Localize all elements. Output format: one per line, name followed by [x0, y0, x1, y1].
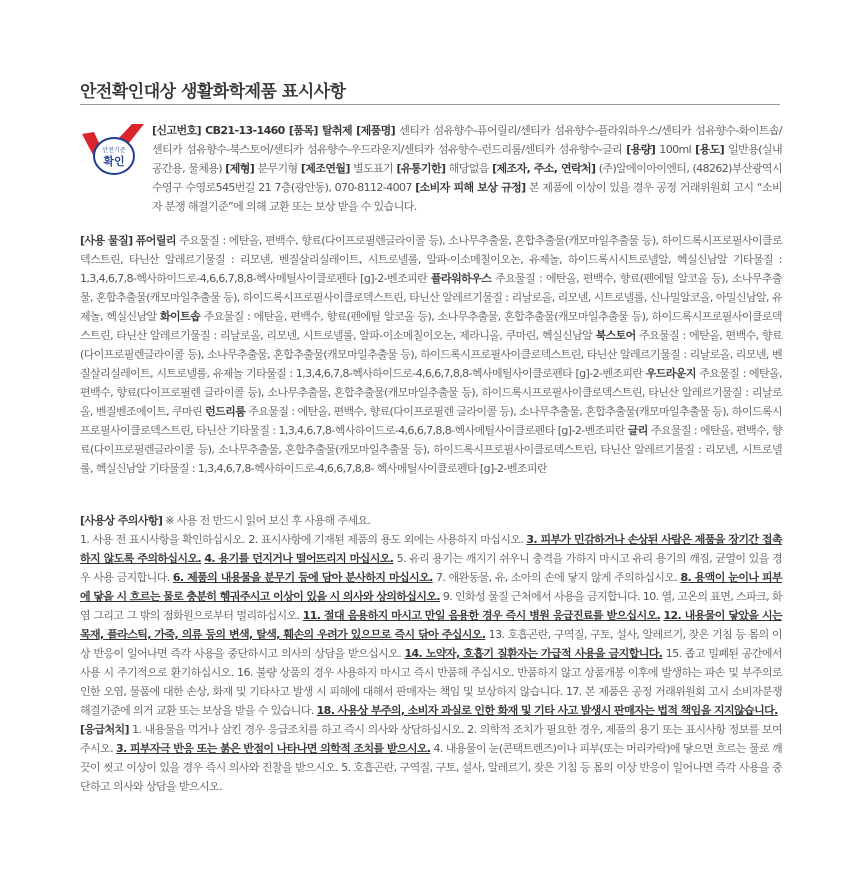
use-value: 일반용(실내공간용, 물체용) [152, 143, 782, 175]
mfg-value: 별도표기 [353, 162, 394, 175]
caution-emphasis: 18. 사용상 부주의, 소비자 과실로 인한 화재 및 기타 사고 발생시 판매자는 법적 책임을 지지않습니다. [316, 704, 778, 717]
first-aid-text: 1. 내용물을 먹거나 삼킨 경우 응급조치를 하고 즉시 의사와 상담하십시오. 2. 의학적 조치가 필요한 경우, 제품의 용기 또는 표시사항 정보를 보여주시오. [80, 723, 782, 755]
use-label: [용도] [695, 143, 725, 156]
page-title: 안전확인대상 생활화학제품 표시사항 [80, 82, 346, 102]
report-no: CB21-13-1460 [205, 124, 285, 137]
material-text: 주요물질 : 에탄올, 편백수, 향료(다이프로필렌글라이콜 등), 소나무추출물, 혼합추출물(캐모마일추출물 등), 하이드록시프로필사이클로덱스트린, 타닌산 알레르기물질 : 리날로올, 리모넨, 벤질살리실레이트, 시트로넬롤, 유제놀 기타물질 : 1,3,4,6,7,8-헥사하이드로-4,6,6,7,8,8-헥사메틸사이클로펜타 [g]-2-벤조피란 [80, 329, 782, 380]
material-name: 플라워하우스 [431, 272, 492, 285]
report-no-label: [신고번호] [152, 124, 201, 137]
caution-heading [80, 511, 782, 530]
material-text: 주요물질 : 에탄올, 편백수, 향료(다이프로필렌글라이콜 등), 소나무추출물, 혼합추출물(캐모마일추출물 등), 하이드록시프로필사이클로덱스트린, 타닌산 알레르기물질 : 리모넨, 시트로넬롤, 헥실신남알 기타물질 : 1,3,4,6,7,8-헥사하이드로-4,6,6,7,8,8- 헥사메틸사이클로펜타 [g]-2-벤조피란 [80, 424, 782, 475]
maker-value: (주)알에이아이엔티, (48262)부산광역시 수영구 수영로545번길 21 7층(광안동), 070-8112-4007 [152, 162, 782, 194]
form-label: [제형] [225, 162, 255, 175]
caution-label: [사용상 주의사항] [80, 514, 163, 527]
compensation-label: [소비자 피해 보상 규정] [415, 181, 526, 194]
material-text: 주요물질 : 에탄올, 편백수, 향료(펜에틸 알코올 등), 소나무추출물, 혼합추출물(캐모마일추출물 등), 하이드록시프로필사이클로덱스트린, 타닌산 알레르기물질 : 리날로올, 리모넨, 시트로넬롤, 알파-이소메칠이오논, 제라니올, 쿠마린, 헥실신남알 [80, 310, 782, 342]
item-value: 탈취제 [321, 124, 353, 137]
compensation-value: 본 제품에 이상이 있을 경우 공정 거래위원회 고시 “소비자 분쟁 해결기준”에 의해 교환 또는 보상 받을 수 있습니다. [152, 181, 782, 213]
product-info-block [80, 121, 782, 216]
caution-emphasis: 14. 노약자, 호흡기 질환자는 가급적 사용을 금지합니다. [404, 647, 663, 660]
caution-emphasis: 12. 내용물이 닿았을 시는 목재, 플라스틱, 가죽, 의류 등의 변색, 탈색, 훼손의 우려가 있으므로 즉시 닦아 주십시오. [80, 609, 782, 641]
expiry-value: 해당없음 [448, 162, 489, 175]
materials-section [80, 231, 782, 478]
caution-emphasis: 11. 절대 음용하지 마시고 만일 음용한 경우 즉시 병원 응급진료를 받으십시오. [302, 609, 661, 622]
material-name: 북스토어 [595, 329, 636, 342]
title-divider [80, 104, 780, 105]
expiry-label: [유통기한] [396, 162, 446, 175]
material-text: 주요물질 : 에탄올, 편백수, 향료(다이프로필렌 글라이콜 등), 소나무추출물, 혼합추출물(캐모마일추출물 등), 하이드록시프로필사이클로덱스트린, 타닌산 기타물질 : 1,3,4,6,7,8-헥사하이드로-4,6,6,7,8,8-헥사메틸사이클로펜타 [g]-2-벤조피란 [80, 405, 782, 437]
caution-text: 1. 사용 전 표시사항을 확인하십시오. 2. 표시사항에 기재된 제품의 용도 외에는 사용하지 마십시오. [80, 533, 524, 546]
material-text: 주요물질 : 에탄올, 편백수, 향료(다이프로필렌글라이콜 등), 소나무추출물, 혼합추출물(캐모마일추출물 등), 하이드록시프로필사이클로덱스트린, 타닌산 알레르기물질 : 리모넨, 벤질살리실레이트, 시트로넬롤, 알파-이소메칠이오논, 유제놀, 하이드록시시트로넬알, 헥실신남알 기타물질 : 1,3,4,6,7,8-헥사하이드로-4,6,6,7,8,8-헥사메틸사이클로펜타 [g]-2-벤조피란 [80, 234, 782, 285]
maker-label: [제조자, 주소, 연락처] [492, 162, 596, 175]
material-name: 화이트솝 [160, 310, 201, 323]
material-name: 우드라운지 [645, 367, 696, 380]
material-name: 퓨어릴리 [135, 234, 176, 247]
product-name: 센티카 섬유향수-퓨어릴리/센티카 섬유향수-플라워하우스/센티카 섬유향수-화이트솝/센티카 섬유향수-북스토어/센티카 섬유향수-우드라운지/센티카 섬유향수-런드리룸/센티카 섬유향수-글리 [152, 124, 782, 156]
form-value: 분무기형 [257, 162, 298, 175]
material-name: 글리 [627, 424, 648, 437]
caution-text: 13. 호흡곤란, 구역질, 구토, 설사, 알레르기, 잦은 기침 등 몸의 이상 반응이 일어나면 즉각 사용을 중단하시고 의사의 상담을 받으십시오. [80, 628, 782, 660]
caution-text: 5. 유리 용기는 깨지기 쉬우니 충격을 가하지 마시고 유리 용기의 깨짐, 균열이 있을 경우 사용 금지합니다. [80, 552, 783, 584]
caution-note: ※ 사용 전 반드시 읽어 보신 후 사용해 주세요. [165, 514, 371, 527]
material-text: 주요물질 : 에탄올, 편백수, 향료(펜에틸 알코올 등), 소나무추출물, 혼합추출물(캐모마일추출물 등), 하이드록시프로필사이클로덱스트린, 타닌산 알레르기물질 : 리날로올, 리모넨, 시트로넬롤, 신나밀알코올, 아밀신남알, 유제놀, 헥실신남알 [80, 272, 782, 323]
caution-text: 15. 좁고 밀폐된 공간에서 사용 시 주기적으로 환기하십시오. 16. 불량 상품의 경우 사용하지 마시고 즉시 반품해 주십시오. 반품하지 않고 상품개봉 이후에 발생하는 파손 및 부주의로 인한 오염, 물품에 대한 손상, 화재 및 기타사고 발생 시 피해에 대해서 판매자는 책임 및 보상하지 않습니다. 17. 본 제품은 공정 거래위원회 고시 소비자분쟁 해결기준에 의거 교환 또는 보상을 받을 수 있습니다. [80, 647, 782, 717]
volume-label: [용량] [626, 143, 656, 156]
first-aid-emphasis: 3. 피부자극 반응 또는 붉은 반점이 나타나면 의학적 조치를 받으시오. [115, 742, 431, 755]
caution-emphasis: 6. 제품의 내용물을 분무기 등에 담아 분사하지 마십시오. [172, 571, 433, 584]
first-aid-text: 4. 내용물이 눈(콘택트렌즈)이나 피부(또는 머리카락)에 닿으면 흐르는 물로 깨끗이 씻고 이상이 있을 경우 즉시 의사와 진찰을 받으시오. 5. 호흡곤란, 구역질, 구토, 설사, 알레르기, 잦은 기침 등 몸의 이상 반응이 일어나면 즉각 사용을 중단하고 의사와 상담을 받으시오. [80, 742, 783, 793]
caution-body [80, 530, 782, 796]
caution-text: 9. 인화성 물질 근처에서 사용을 금지합니다. 10. 열, 고온의 표면, 스파크, 화염 그리고 그 밖의 점화원으로부터 멀리하십시오. [80, 590, 783, 622]
mfg-label: [제조연월] [300, 162, 350, 175]
product-info [80, 121, 782, 216]
caution-emphasis: 8. 용액이 눈이나 피부에 닿을 시 흐르는 물로 충분히 헹궈주시고 이상이 있을 시 의사와 상의하십시오. [80, 571, 783, 603]
badge-main-text: 확인 [103, 155, 125, 168]
caution-emphasis: 4. 용기를 던지거나 떨어뜨리지 마십시오. [204, 552, 394, 565]
material-name: 런드리룸 [205, 405, 246, 418]
first-aid-label: [응급처치] [80, 723, 129, 736]
item-label: [품목] [288, 124, 318, 137]
volume-value: 100ml [659, 143, 692, 156]
caution-section [80, 511, 782, 796]
caution-text: 7. 애완동물, 유, 소아의 손에 닿지 않게 주의하십시오. [435, 571, 678, 584]
product-name-label: [제품명] [356, 124, 396, 137]
caution-emphasis: 3. 피부가 민감하거나 손상된 사람은 제품을 장기간 접촉하지 않도록 주의하십시오. [80, 533, 782, 565]
materials-label: [사용 물질] [80, 234, 133, 247]
badge-small-text: 안전기준 [102, 147, 126, 154]
material-text: 주요물질 : 에탄올, 편백수, 향료(다이프로필렌 글라이콜 등), 소나무추출물, 혼합추출물(캐모마일추출물 등), 하이드록시프로필사이클로덱스트린, 타닌산 알레르기물질 : 리날로올, 벤질벤조에이트, 쿠마린 [80, 367, 782, 418]
